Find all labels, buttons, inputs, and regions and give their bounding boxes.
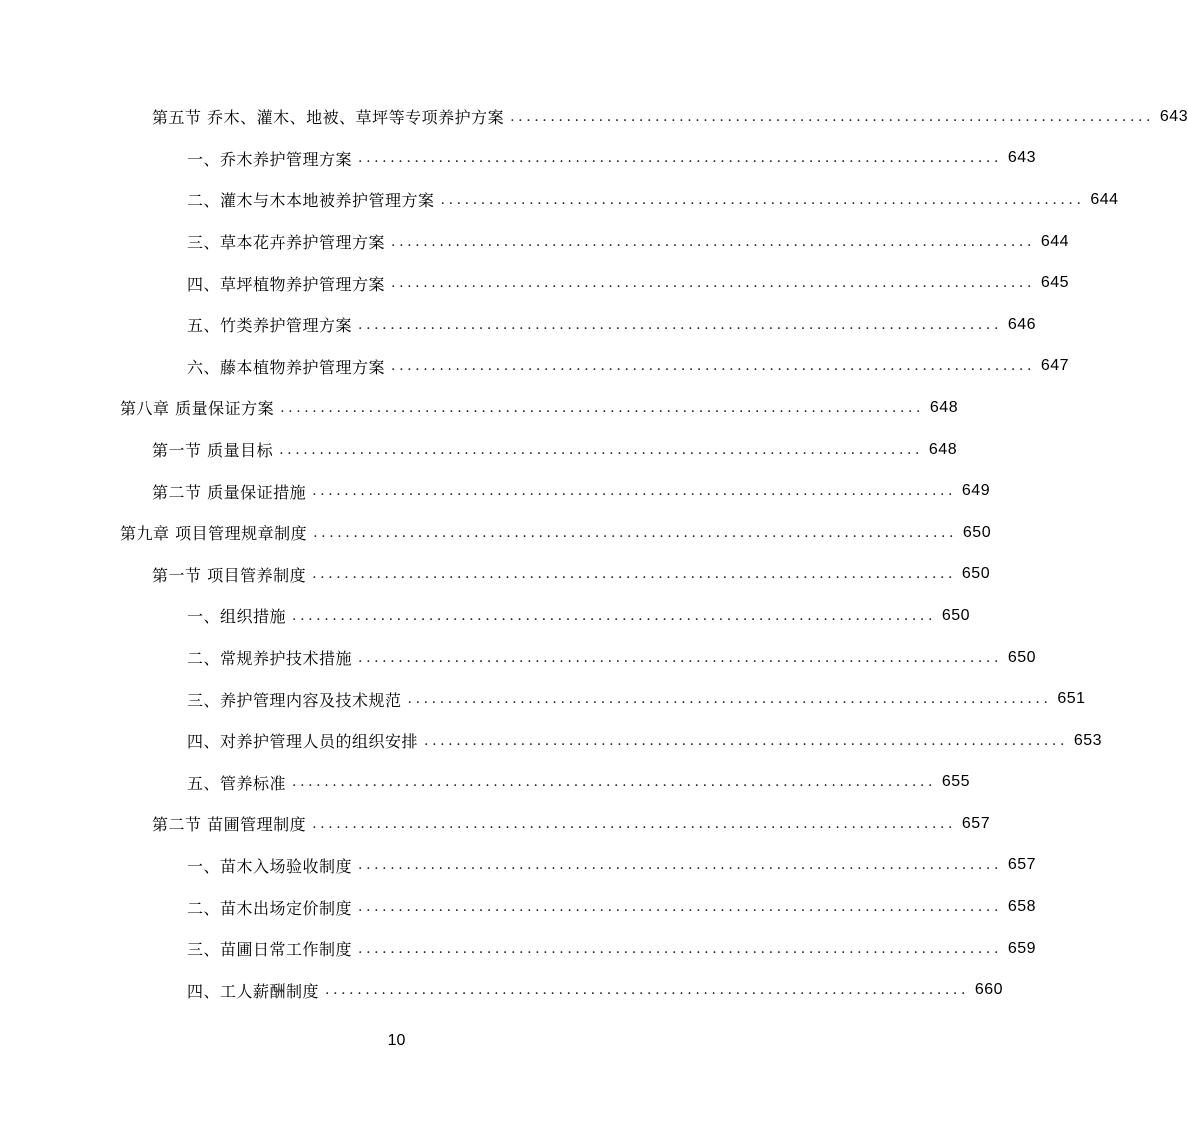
- toc-entry-title: 第一节 项目管养制度: [152, 565, 307, 585]
- toc-entry[interactable]: [0, 637, 1037, 679]
- toc-entry-page: 648: [929, 398, 959, 416]
- toc-leader-dots: ................................................................................: [391, 275, 1036, 292]
- toc-entry[interactable]: [0, 221, 1070, 263]
- toc-entry-title: 三、草本花卉养护管理方案: [187, 233, 386, 253]
- toc-entry[interactable]: [0, 969, 1004, 1011]
- toc-entry[interactable]: [0, 762, 971, 804]
- toc-entry-title: 一、组织措施: [187, 607, 287, 627]
- toc-entry-page: 650: [962, 523, 992, 541]
- toc-entry-title: 第五节 乔木、灌木、地被、草坪等专项养护方案: [152, 108, 505, 128]
- toc-leader-dots: ................................................................................: [510, 108, 1155, 125]
- toc-leader-dots: ................................................................................: [292, 607, 937, 624]
- toc-entry-page: 657: [1007, 856, 1037, 874]
- toc-entry-page: 650: [1007, 648, 1037, 666]
- toc-entry-title: 一、乔木养护管理方案: [187, 149, 353, 169]
- toc-leader-dots: ................................................................................: [279, 441, 924, 458]
- toc-entry-page: 643: [1159, 107, 1188, 125]
- toc-entry[interactable]: [0, 803, 991, 845]
- toc-entry-title: 第九章 项目管理规章制度: [120, 524, 308, 544]
- toc-leader-dots: ................................................................................: [358, 150, 1003, 167]
- toc-entry-page: 653: [1073, 731, 1103, 749]
- toc-entry-page: 659: [1007, 939, 1037, 957]
- toc-entry-page: 649: [961, 482, 991, 500]
- toc-entry-page: 655: [941, 773, 971, 791]
- table-of-contents: [0, 96, 1188, 1011]
- toc-entry[interactable]: [0, 262, 1070, 304]
- toc-entry-title: 四、草坪植物养护管理方案: [187, 274, 386, 294]
- toc-entry-page: 651: [1057, 690, 1086, 708]
- toc-entry[interactable]: [0, 595, 971, 637]
- toc-entry[interactable]: [0, 346, 1070, 388]
- toc-entry[interactable]: [0, 886, 1037, 928]
- toc-entry[interactable]: [0, 179, 1119, 221]
- page-number: 10: [387, 1032, 406, 1049]
- toc-leader-dots: ................................................................................: [358, 940, 1003, 957]
- toc-entry-title: 一、苗木入场验收制度: [187, 856, 353, 876]
- toc-leader-dots: ................................................................................: [312, 566, 957, 583]
- toc-entry-page: 657: [961, 814, 991, 832]
- toc-leader-dots: ................................................................................: [358, 899, 1003, 916]
- toc-leader-dots: ................................................................................: [407, 691, 1052, 708]
- toc-entry-title: 四、对养护管理人员的组织安排: [187, 732, 419, 752]
- toc-entry[interactable]: [0, 387, 959, 429]
- toc-entry[interactable]: [0, 554, 991, 596]
- toc-leader-dots: ................................................................................: [391, 358, 1036, 375]
- toc-leader-dots: ................................................................................: [312, 483, 957, 500]
- toc-leader-dots: ................................................................................: [358, 649, 1003, 666]
- toc-entry[interactable]: [0, 928, 1037, 970]
- toc-entry-title: 第二节 质量保证措施: [152, 482, 307, 502]
- toc-leader-dots: ................................................................................: [325, 982, 970, 999]
- toc-leader-dots: ................................................................................: [280, 399, 925, 416]
- toc-entry[interactable]: [0, 720, 1103, 762]
- toc-entry-page: 648: [928, 440, 958, 458]
- toc-entry-title: 二、常规养护技术措施: [187, 649, 353, 669]
- toc-entry[interactable]: [0, 138, 1037, 180]
- toc-entry-page: 650: [941, 606, 971, 624]
- toc-entry-page: 647: [1040, 357, 1070, 375]
- toc-leader-dots: ................................................................................: [313, 524, 958, 541]
- toc-entry[interactable]: [0, 678, 1086, 720]
- toc-leader-dots: ................................................................................: [440, 191, 1085, 208]
- toc-entry-page: 643: [1007, 149, 1037, 167]
- toc-leader-dots: ................................................................................: [391, 233, 1036, 250]
- toc-entry-title: 第八章 质量保证方案: [120, 399, 275, 419]
- toc-entry-title: 六、藤本植物养护管理方案: [187, 357, 386, 377]
- toc-leader-dots: ................................................................................: [358, 316, 1003, 333]
- toc-entry-title: 第二节 苗圃管理制度: [152, 815, 307, 835]
- toc-leader-dots: ................................................................................: [424, 732, 1069, 749]
- toc-entry[interactable]: [0, 429, 958, 471]
- toc-entry[interactable]: [0, 845, 1037, 887]
- toc-entry[interactable]: [0, 512, 992, 554]
- toc-leader-dots: ................................................................................: [292, 774, 937, 791]
- toc-entry-title: 三、苗圃日常工作制度: [187, 940, 353, 960]
- toc-entry-page: 660: [974, 981, 1004, 999]
- toc-entry-page: 644: [1090, 190, 1119, 208]
- toc-leader-dots: ................................................................................: [358, 857, 1003, 874]
- toc-entry-title: 二、苗木出场定价制度: [187, 898, 353, 918]
- toc-entry-title: 二、灌木与木本地被养护管理方案: [187, 191, 435, 211]
- toc-entry-title: 四、工人薪酬制度: [187, 981, 320, 1001]
- toc-entry-title: 三、养护管理内容及技术规范: [187, 690, 402, 710]
- toc-entry-title: 五、竹类养护管理方案: [187, 316, 353, 336]
- toc-entry[interactable]: [0, 96, 1188, 138]
- toc-entry-page: 658: [1007, 898, 1037, 916]
- toc-entry[interactable]: [0, 304, 1037, 346]
- toc-leader-dots: ................................................................................: [312, 815, 957, 832]
- toc-entry-title: 第一节 质量目标: [152, 441, 274, 461]
- toc-entry-page: 644: [1040, 232, 1070, 250]
- toc-entry-page: 645: [1040, 274, 1070, 292]
- toc-entry-page: 650: [961, 565, 991, 583]
- toc-entry-title: 五、管养标准: [187, 773, 287, 793]
- toc-entry-page: 646: [1007, 315, 1037, 333]
- toc-entry[interactable]: [0, 470, 991, 512]
